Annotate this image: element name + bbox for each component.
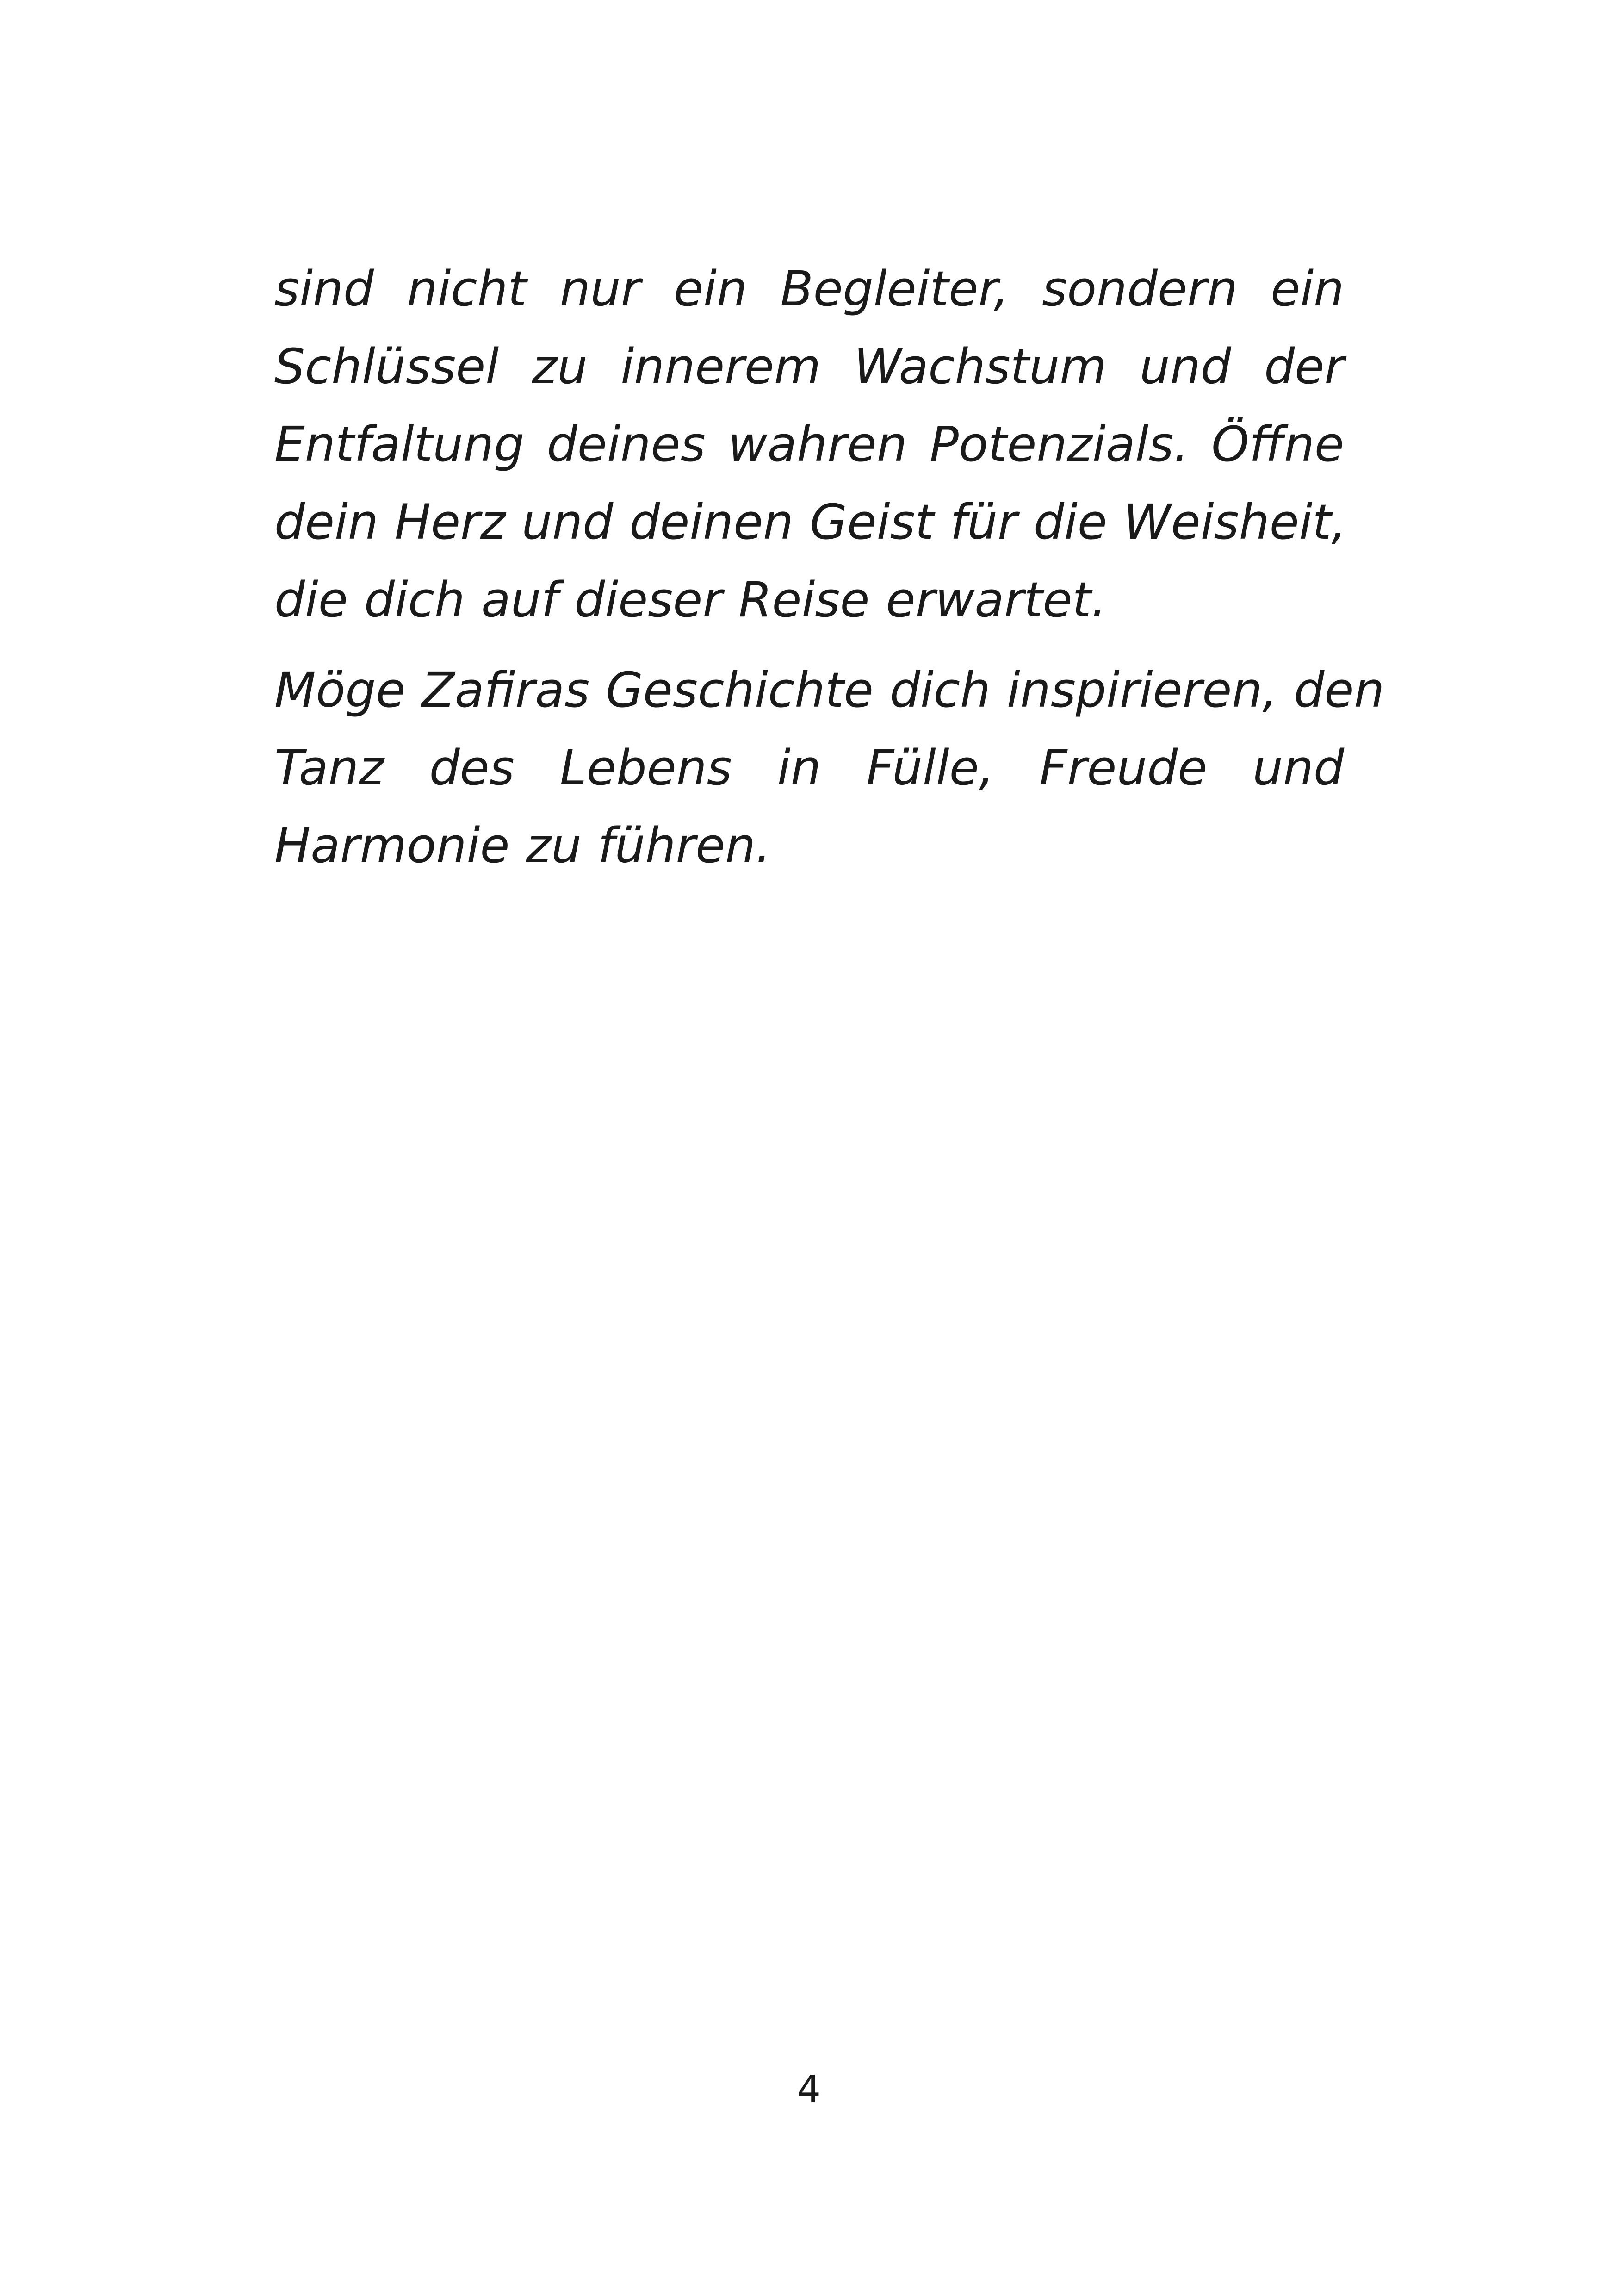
paragraph-1-line-3: Entfaltung deines wahren Potenzials. Öffne <box>274 416 1344 473</box>
paragraph-2-line-3: Harmonie zu führen. <box>274 817 771 874</box>
paragraph-2 <box>274 651 1385 884</box>
paragraph-1-line-4: dein Herz und deinen Geist für die Weisheit, <box>274 494 1347 550</box>
paragraph-2-line-1: Möge Zafiras Geschichte dich inspirieren, den <box>274 662 1385 718</box>
page-number: 4 <box>797 2068 821 2111</box>
paragraph-1 <box>274 250 1347 639</box>
paragraph-1-line-2: Schlüssel zu innerem Wachstum und der <box>274 338 1344 395</box>
paragraph-1-line-1: sind nicht nur ein Begleiter, sondern ein <box>274 261 1344 317</box>
paragraph-1-line-5: die dich auf dieser Reise erwartet. <box>274 572 1107 628</box>
body-text <box>274 250 1385 884</box>
paragraph-2-line-2: Tanz des Lebens in Fülle, Freude und <box>274 740 1344 796</box>
